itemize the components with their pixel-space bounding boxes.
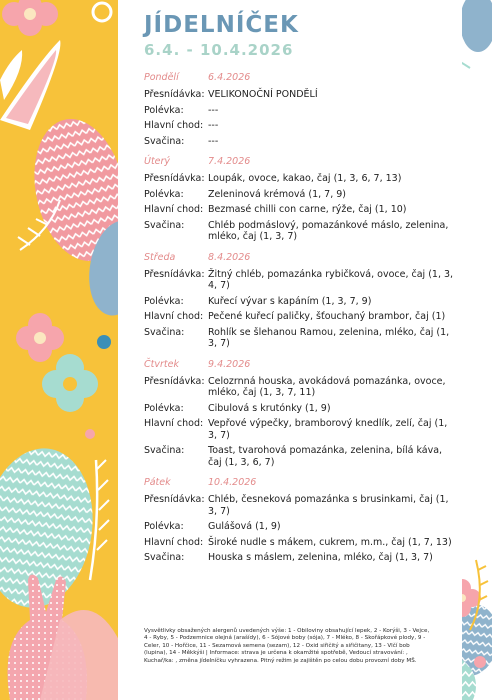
day-name: Pátek [144,477,171,488]
meal-value: Žitný chléb, pomazánka rybičková, ovoce, čaj (1, 3, 4, 7) [208,268,454,291]
meal-value: Toast, tvarohová pomazánka, zelenina, bílá káva, čaj (1, 3, 6, 7) [208,445,443,468]
meal-value: VELIKONOČNÍ PONDĚLÍ [208,89,318,100]
meal-label: Polévka: [144,188,184,200]
page-title: JÍDELNÍČEK [144,12,299,38]
meal-value: Chléb podmáslový, pomazánkové máslo, zelenina, mléko, čaj (1, 3, 7) [208,219,449,242]
meal-row [144,403,462,415]
day-section [144,72,462,147]
day-section [144,359,462,469]
meal-row [144,89,462,101]
meal-label: Hlavní chod: [144,536,204,548]
meal-label: Hlavní chod: [144,204,204,215]
meal-label: Polévka: [144,104,184,116]
meal-value: Chléb, česneková pomazánka s brusinkami, čaj (1, 3, 7) [208,494,449,517]
day-name: Čtvrtek [144,358,179,370]
meal-value: Gulášová (1, 9) [208,521,281,532]
meal-value: Vepřové výpečky, bramborový knedlík, zelí, čaj (1, 3, 7) [208,418,448,441]
meal-row [144,445,462,468]
meal-label: Polévka: [144,521,184,532]
day-date: 9.4.2026 [208,358,251,370]
meal-value: Kuřecí vývar s kapáním (1, 3, 7, 9) [208,295,372,307]
allergen-footnote: Vysvětlivky obsažených alergenů uvedených výše: 1 - Obiloviny obsahující lepek, 2 - Korýši, 3 - Vejce, 4 - Ryby, 5 - Podzemnice olejná (arašídy), 6 - Sójové boby (sója), 7 - Mléko, 8 - Skořápkové plody, 9 - Celer, 10 - Hořčice, 11 - Sezamová semena (sezam), 12 - Oxid siřičitý a siřičitany, 13 - Vlčí bob (lupina), 14 - Měkkýši | Informace: strava je určena k okamžité spotřebě, Vedoucí stravování: , Kuchař/ka: , změna jídelníčku vyhrazena. Pitný režim je zajištěn po celou dobu provozní doby MŠ. [144,628,430,664]
date-range: 6.4. - 10.4.2026 [144,41,294,59]
meal-label: Svačina: [144,219,185,231]
meal-label: Hlavní chod: [144,311,204,322]
menu-days [144,72,462,573]
meal-label: Přesnídávka: [144,173,205,184]
meal-label: Svačina: [144,552,185,563]
meal-label: Polévka: [144,295,184,307]
meal-label: Svačina: [144,326,185,338]
meal-label: Svačina: [144,135,185,147]
day-section [144,477,462,564]
meal-row [144,105,462,117]
day-name: Úterý [144,156,171,167]
meal-value: Bezmasé chilli con carne, rýže, čaj (1, 10) [208,204,407,215]
meal-label: Přesnídávka: [144,494,205,505]
meal-row [144,173,462,185]
meal-value: Cibulová s krutónky (1, 9) [208,402,331,414]
day-name: Středa [144,251,176,263]
meal-value: Široké nudle s mákem, cukrem, m.m., čaj (1, 7, 13) [208,536,452,548]
meal-value: Loupák, ovoce, kakao, čaj (1, 3, 6, 7, 13) [208,173,402,184]
day-header [144,477,462,490]
meal-row [144,494,462,517]
meal-value: Houska s máslem, zelenina, mléko, čaj (1, 3, 7) [208,552,433,563]
meal-row [144,120,462,132]
day-date: 6.4.2026 [208,72,251,83]
day-header [144,156,462,169]
meal-row [144,296,462,308]
meal-label: Svačina: [144,445,185,456]
meal-label: Přesnídávka: [144,375,205,387]
meal-row [144,204,462,216]
day-header [144,359,462,372]
meal-value: Zeleninová krémová (1, 7, 9) [208,188,346,200]
meal-row [144,311,462,323]
meal-row [144,376,462,399]
meal-label: Hlavní chod: [144,418,204,429]
meal-value: Celozrnná houska, avokádová pomazánka, ovoce, mléko, čaj (1, 3, 7, 11) [208,375,446,398]
meal-label: Polévka: [144,402,184,414]
day-header [144,252,462,265]
day-section [144,252,462,350]
meal-label: Přesnídávka: [144,89,205,100]
meal-row [144,552,462,564]
day-date: 10.4.2026 [208,477,257,488]
day-date: 8.4.2026 [208,251,251,263]
day-section [144,156,462,243]
day-date: 7.4.2026 [208,156,251,167]
meal-value: --- [208,120,219,131]
meal-row [144,189,462,201]
meal-row [144,521,462,533]
meal-row [144,537,462,549]
meal-label: Hlavní chod: [144,120,204,131]
meal-row [144,327,462,350]
meal-value: --- [208,104,219,116]
meal-label: Přesnídávka: [144,268,205,280]
meal-row [144,220,462,243]
meal-value: Pečené kuřecí paličky, šťouchaný brambor, čaj (1) [208,311,446,322]
meal-value: --- [208,135,219,147]
meal-row [144,418,462,441]
meal-row [144,269,462,292]
meal-value: Rohlík se šlehanou Ramou, zelenina, mléko, čaj (1, 3, 7) [208,326,450,349]
day-name: Pondělí [144,72,179,83]
meal-row [144,136,462,148]
day-header [144,72,462,85]
